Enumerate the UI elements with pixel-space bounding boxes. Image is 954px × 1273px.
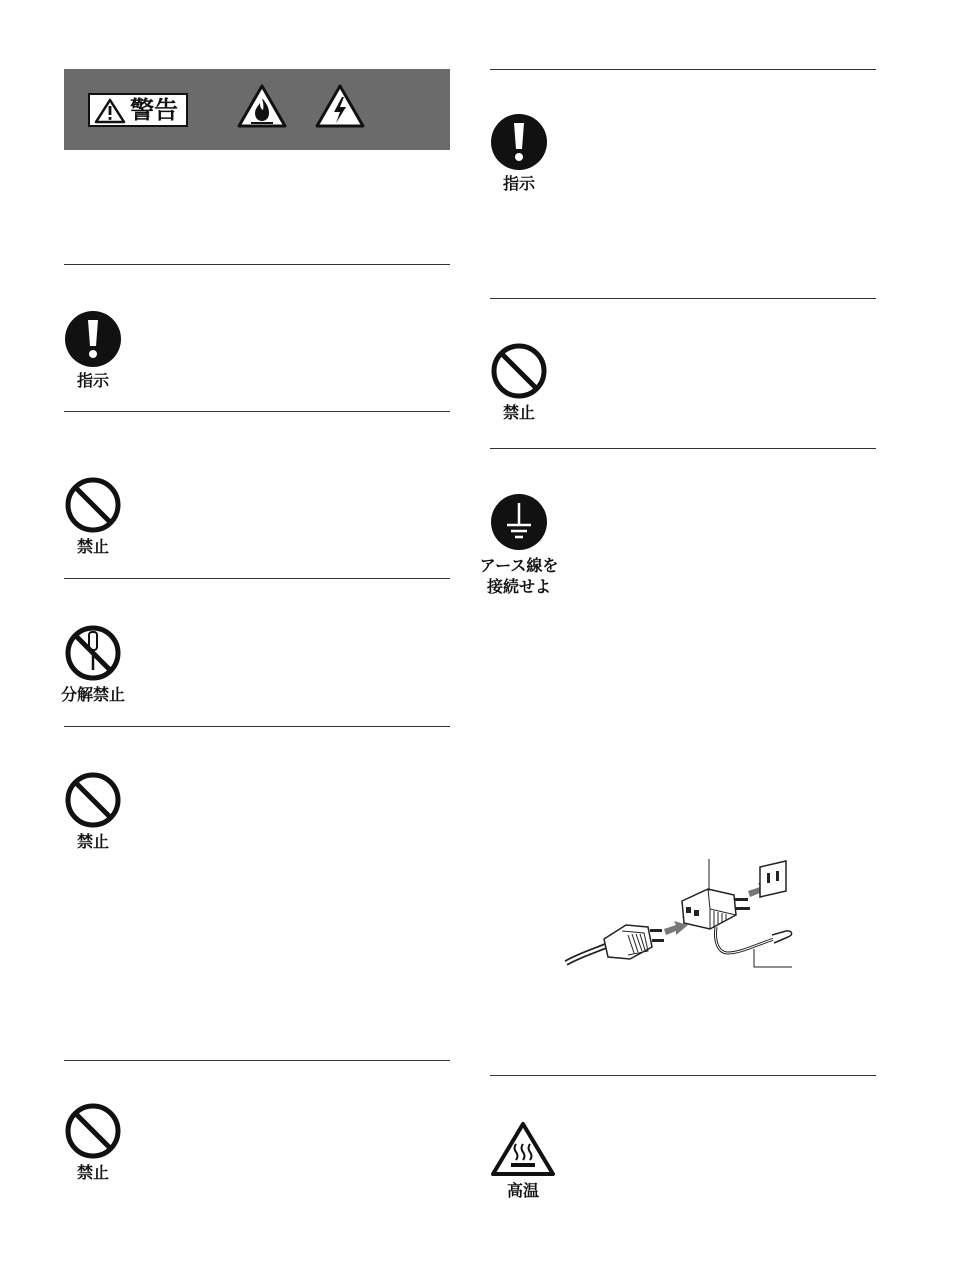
section-divider <box>64 411 450 412</box>
mandatory-icon <box>490 113 548 171</box>
symbol-label-line1: アース線を <box>479 556 559 575</box>
mandatory-icon <box>64 310 122 368</box>
symbol-label: 指示 <box>76 371 109 390</box>
symbol-label: 禁止 <box>76 1163 109 1182</box>
symbol-label: 禁止 <box>76 832 109 851</box>
symbol-label: 禁止 <box>502 403 535 422</box>
no-disassembly-symbol <box>50 624 136 705</box>
prohibition-symbol <box>476 342 562 423</box>
prohibition-icon <box>64 771 122 829</box>
warning-triangle-icon <box>94 98 126 124</box>
high-temperature-symbol <box>480 1120 566 1201</box>
ground-icon <box>490 493 548 551</box>
ground-symbol <box>476 493 562 597</box>
warning-label-box <box>88 93 188 127</box>
symbol-label: 指示 <box>502 174 535 193</box>
high-temperature-icon <box>489 1120 557 1178</box>
prohibition-symbol <box>50 1102 136 1183</box>
symbol-label: 高温 <box>506 1181 539 1200</box>
prohibition-icon <box>64 476 122 534</box>
section-divider <box>64 578 450 579</box>
warning-banner <box>64 69 450 150</box>
ground-adapter-illustration <box>560 855 800 975</box>
section-divider <box>490 69 876 70</box>
section-divider <box>490 1075 876 1076</box>
section-divider <box>64 726 450 727</box>
electric-shock-warning-icon <box>314 83 366 129</box>
prohibition-icon <box>64 1102 122 1160</box>
no-disassembly-icon <box>64 624 122 682</box>
prohibition-symbol <box>50 771 136 852</box>
mandatory-symbol <box>50 310 136 391</box>
mandatory-symbol <box>476 113 562 194</box>
prohibition-icon <box>490 342 548 400</box>
symbol-label: 禁止 <box>76 537 109 556</box>
section-divider <box>64 264 450 265</box>
section-divider <box>490 298 876 299</box>
symbol-label: 分解禁止 <box>60 685 125 704</box>
section-divider <box>490 448 876 449</box>
prohibition-symbol <box>50 476 136 557</box>
section-divider <box>64 1060 450 1061</box>
fire-warning-icon <box>236 83 288 129</box>
symbol-label-line2: 接続せよ <box>486 577 551 596</box>
warning-label: 警告 <box>130 96 178 124</box>
